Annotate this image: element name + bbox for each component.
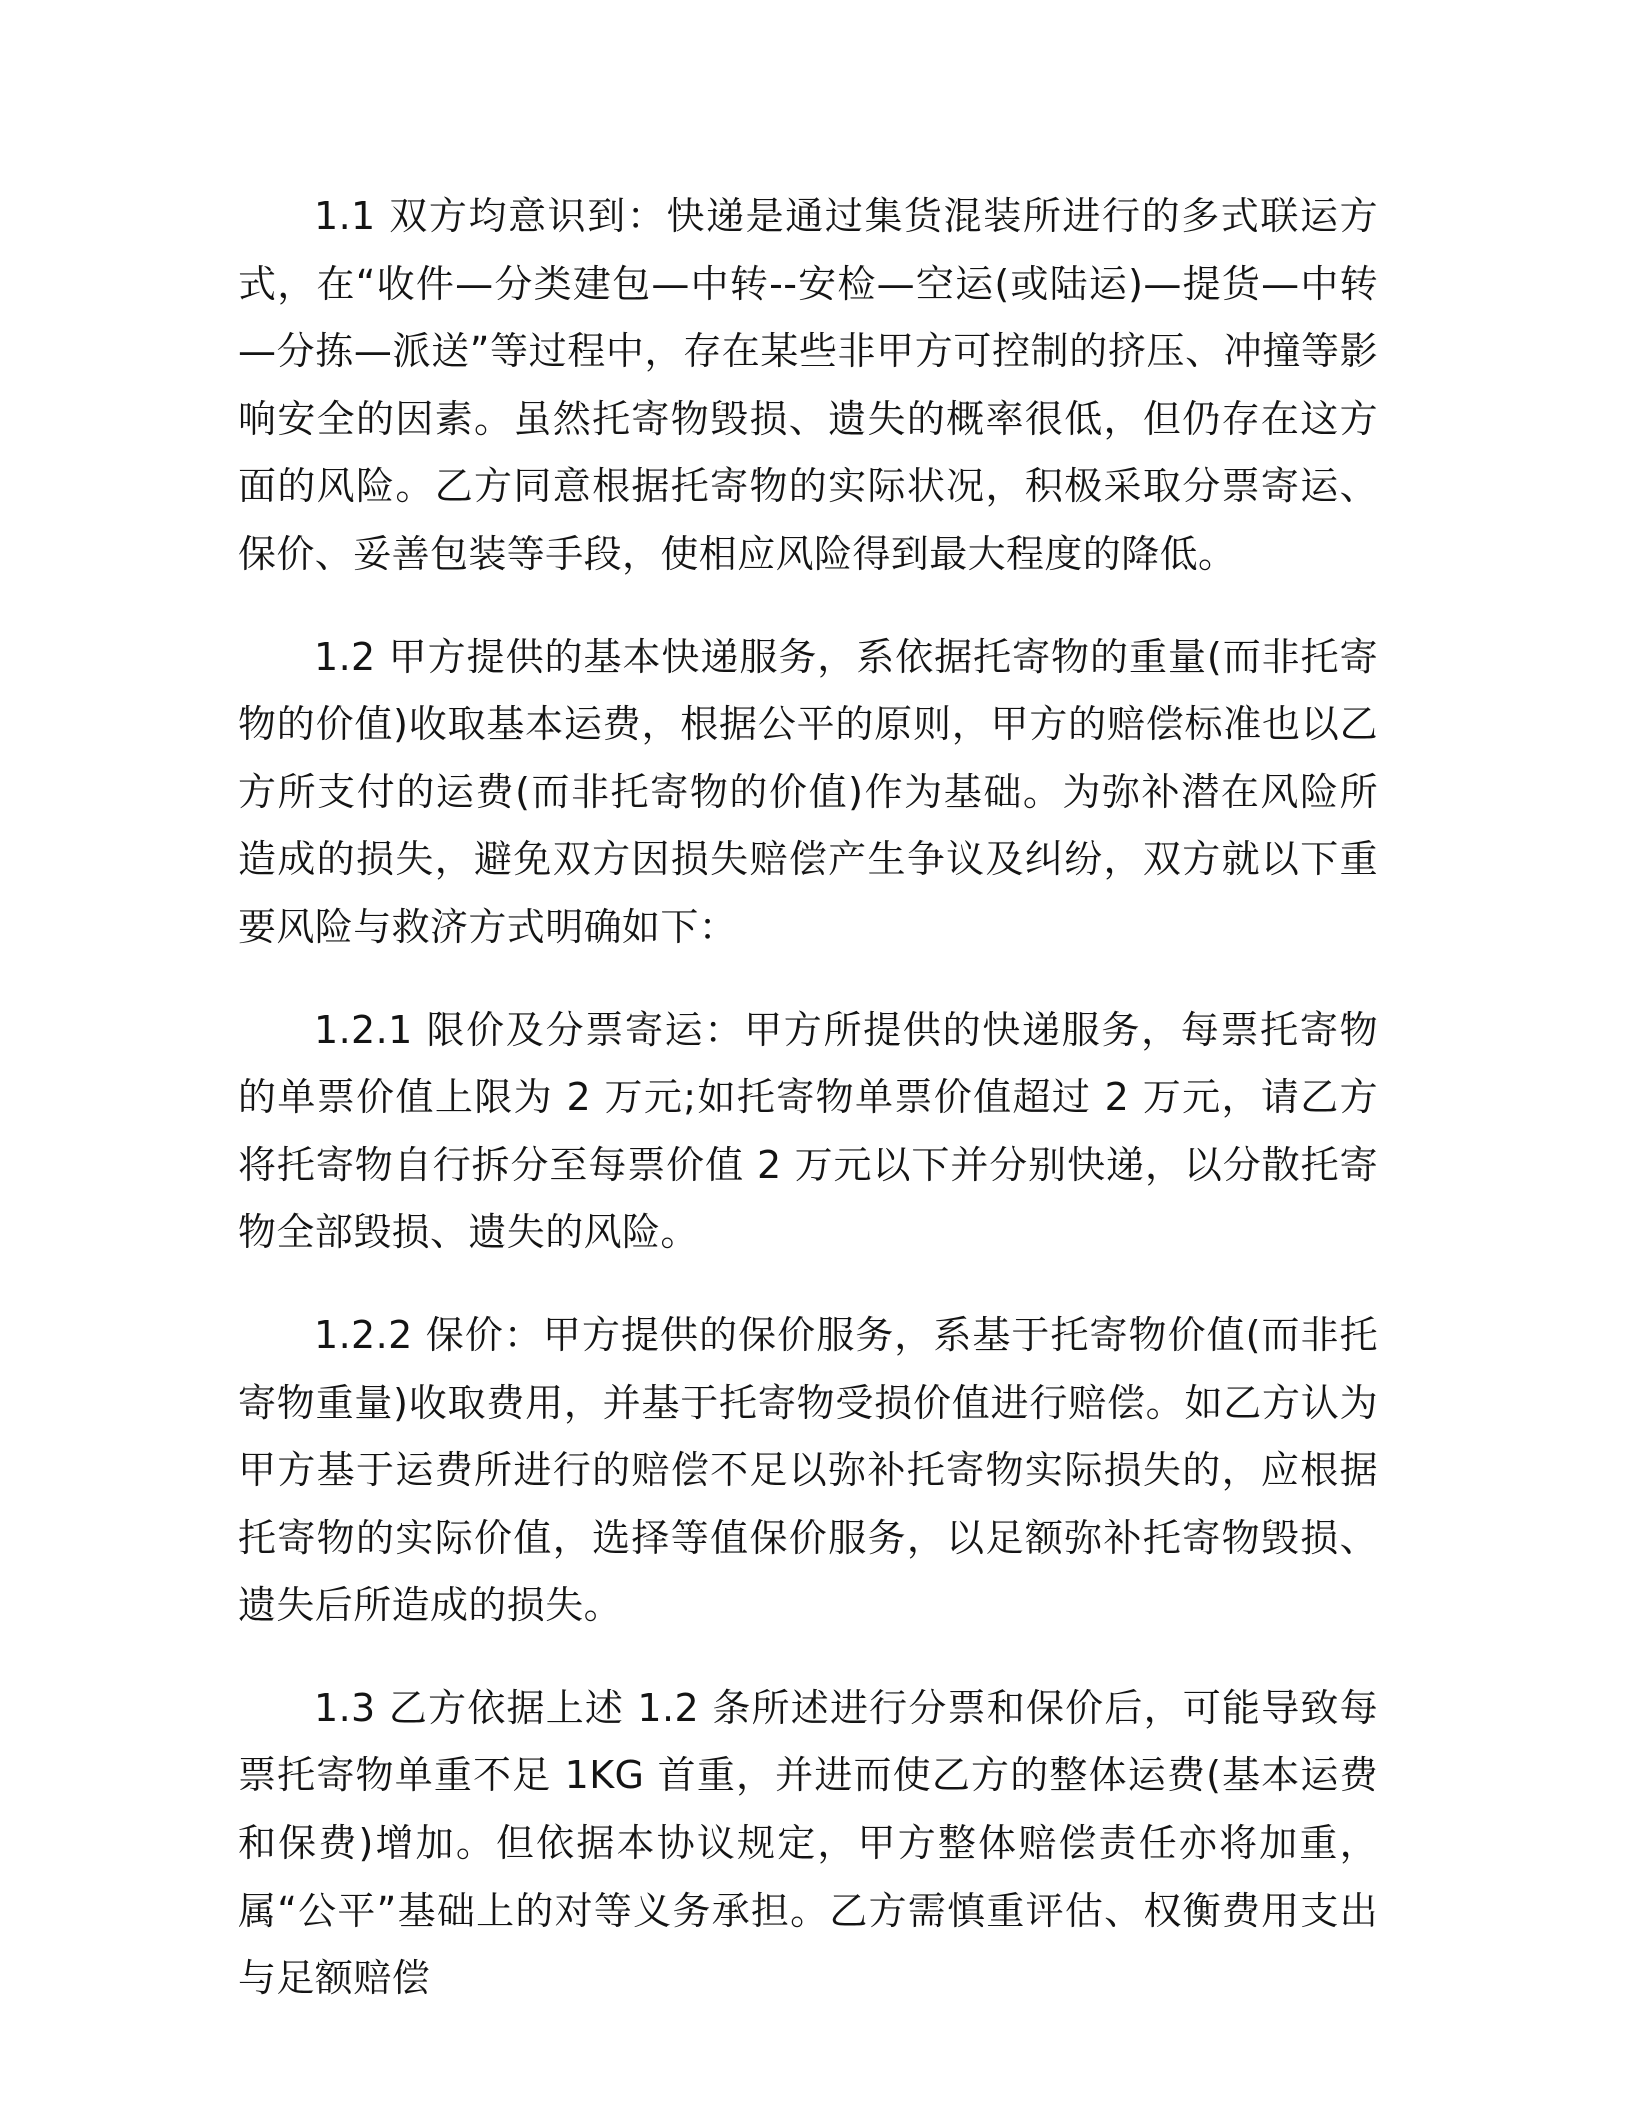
paragraph-1-2-1: 1.2.1 限价及分票寄运：甲方所提供的快递服务，每票托寄物的单票价值上限为 2 万元;如托寄物单票价值超过 2 万元，请乙方将托寄物自行拆分至每票价值 2 万元以下并分别快递，以分散托寄物全部毁损、遗失的风险。 [238,1007,1378,1255]
paragraph-1-2-2: 1.2.2 保价：甲方提供的保价服务，系基于托寄物价值(而非托寄物重量)收取费用，并基于托寄物受损价值进行赔偿。如乙方认为甲方基于运费所进行的赔偿不足以弥补托寄物实际损失的，应根据托寄物的实际价值，选择等值保价服务，以足额弥补托寄物毁损、遗失后所造成的损失。 [238,1312,1378,1628]
paragraph-1-2: 1.2 甲方提供的基本快递服务，系依据托寄物的重量(而非托寄物的价值)收取基本运费，根据公平的原则，甲方的赔偿标准也以乙方所支付的运费(而非托寄物的价值)作为基础。为弥补潜在风险所造成的损失，避免双方因损失赔偿产生争议及纠纷，双方就以下重要风险与救济方式明确如下： [238,634,1378,949]
document-body [238,183,1378,2013]
paragraph-1-3: 1.3 乙方依据上述 1.2 条所述进行分票和保价后，可能导致每票托寄物单重不足 1KG 首重，并进而使乙方的整体运费(基本运费和保费)增加。但依据本协议规定，甲方整体赔偿责任亦将加重，属“公平”基础上的对等义务承担。乙方需慎重评估、权衡费用支出与足额赔偿 [238,1685,1378,2001]
paragraph-1-1: 1.1 双方均意识到：快递是通过集货混装所进行的多式联运方式，在“收件—分类建包—中转--安检—空运(或陆运)—提货—中转—分拣—派送”等过程中，存在某些非甲方可控制的挤压、冲撞等影响安全的因素。虽然托寄物毁损、遗失的概率很低，但仍存在这方面的风险。乙方同意根据托寄物的实际状况，积极采取分票寄运、保价、妥善包装等手段，使相应风险得到最大程度的降低。 [238,194,1378,576]
